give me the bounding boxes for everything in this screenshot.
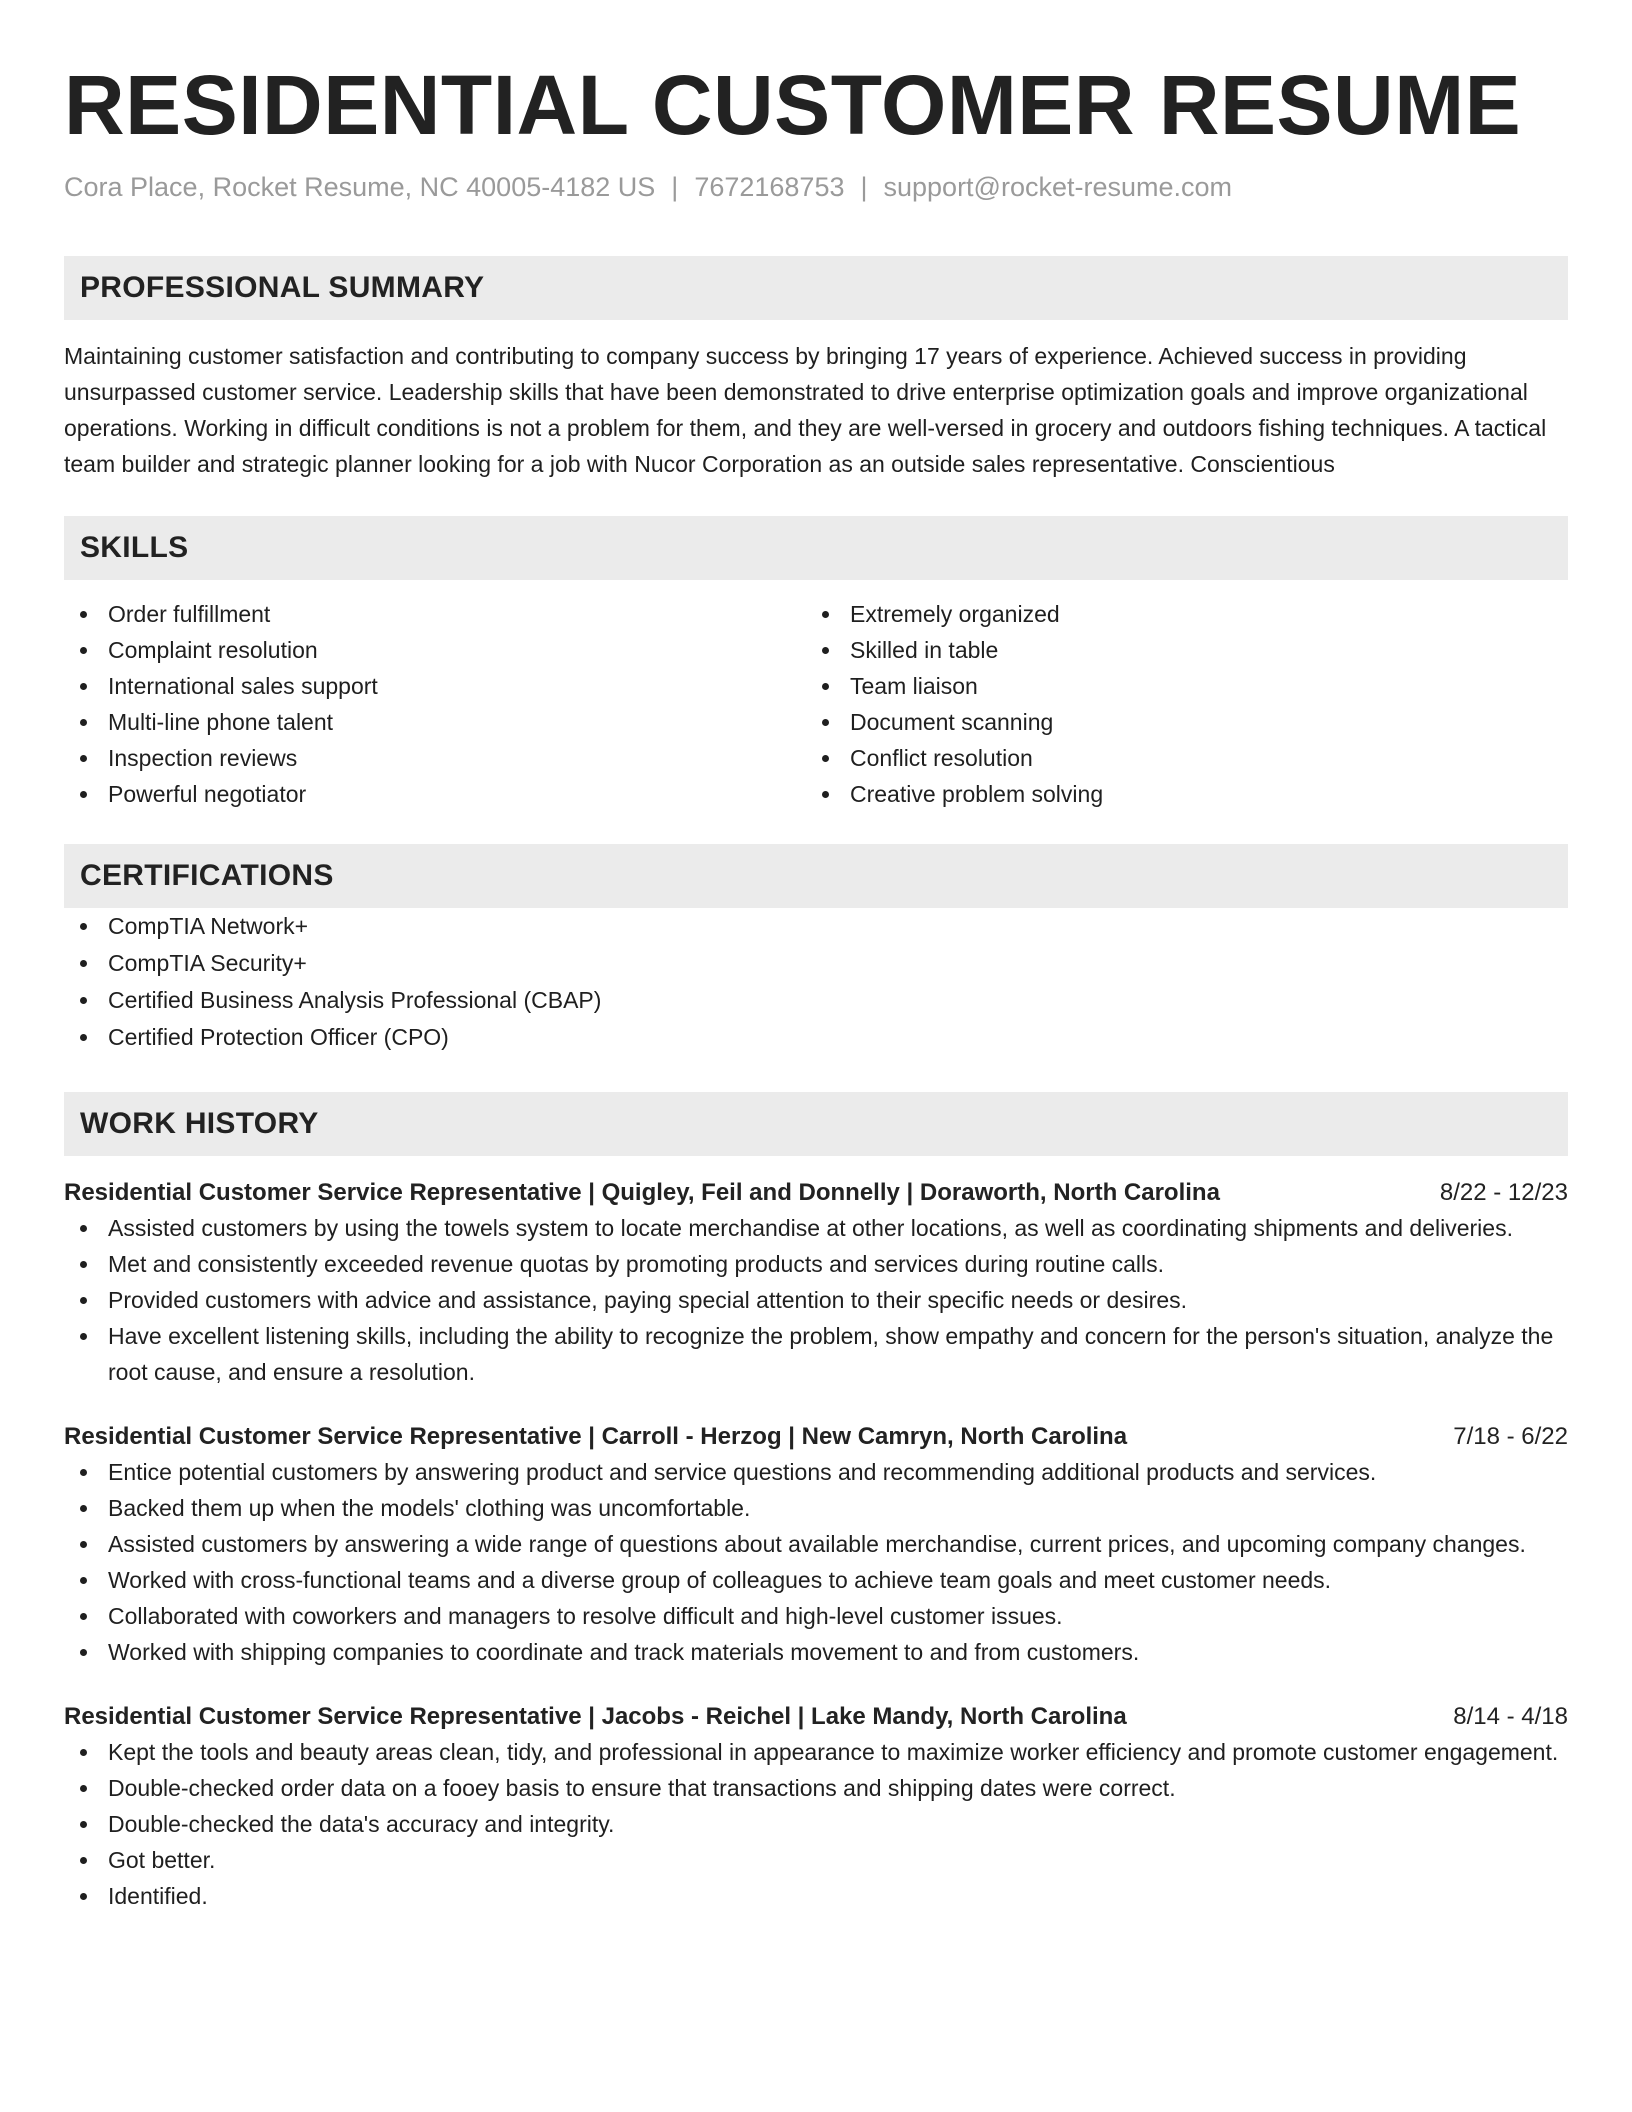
contact-address: Cora Place, Rocket Resume, NC 40005-4182 US (64, 172, 656, 202)
job-bullet: Got better. (64, 1842, 1568, 1878)
contact-phone: 7672168753 (694, 172, 845, 202)
skills-grid (64, 596, 1568, 812)
job-bullet: Have excellent listening skills, including the ability to recognize the problem, show empathy and concern for the person's situation, analyze the root cause, and ensure a resolution. (64, 1318, 1568, 1390)
job-bullet: Worked with shipping companies to coordinate and track materials movement to and from customers. (64, 1634, 1568, 1670)
certification-item: CompTIA Security+ (64, 945, 1568, 982)
resume-title: RESIDENTIAL CUSTOMER RESUME (64, 58, 1522, 152)
job-bullet: Provided customers with advice and assistance, paying special attention to their specific needs or desires. (64, 1282, 1568, 1318)
job-bullet: Assisted customers by answering a wide range of questions about available merchandise, current prices, and upcoming company changes. (64, 1526, 1568, 1562)
job-dates: 8/22 - 12/23 (1439, 1179, 1568, 1206)
job-title: Residential Customer Service Representative | Quigley, Feil and Donnelly | Doraworth, North Carolina (64, 1179, 1220, 1206)
job-bullet: Identified. (64, 1878, 1568, 1914)
job-bullets (64, 1734, 1568, 1914)
skill-item: Conflict resolution (806, 740, 1548, 776)
section-header-certifications: CERTIFICATIONS (64, 844, 1568, 908)
job-bullet: Double-checked order data on a fooey basis to ensure that transactions and shipping dates were correct. (64, 1770, 1568, 1806)
job-bullet: Kept the tools and beauty areas clean, tidy, and professional in appearance to maximize worker efficiency and promote customer engagement. (64, 1734, 1568, 1770)
job-entry (64, 1420, 1568, 1670)
contact-separator: | (671, 172, 679, 202)
skill-item: Extremely organized (806, 596, 1548, 632)
contact-email: support@rocket-resume.com (883, 172, 1233, 202)
job-bullet: Collaborated with coworkers and managers to resolve difficult and high-level customer issues. (64, 1598, 1568, 1634)
skill-item: Creative problem solving (806, 776, 1548, 812)
job-bullets (64, 1210, 1568, 1390)
certification-item: CompTIA Network+ (64, 908, 1568, 945)
job-entry (64, 1176, 1568, 1390)
skills-list-right (806, 596, 1548, 812)
section-header-skills: SKILLS (64, 516, 1568, 580)
section-header-summary: PROFESSIONAL SUMMARY (64, 256, 1568, 320)
job-bullet: Backed them up when the models' clothing was uncomfortable. (64, 1490, 1568, 1526)
job-header (64, 1176, 1568, 1210)
summary-text: Maintaining customer satisfaction and contributing to company success by bringing 17 years of experience. Achieved success in providing unsurpassed customer service. Leadership skills that have been demonstrated to drive enterprise optimization goals and improve organizational operations. Working in difficult conditions is not a problem for them, and they are well-versed in grocery and outdoors fishing techniques. A tactical team builder and strategic planner looking for a job with Nucor Corporation as an outside sales representative. Conscientious (64, 343, 1547, 477)
section-header-work-history: WORK HISTORY (64, 1092, 1568, 1156)
job-bullet: Worked with cross-functional teams and a diverse group of colleagues to achieve team goals and meet customer needs. (64, 1562, 1568, 1598)
job-title: Residential Customer Service Representative | Jacobs - Reichel | Lake Mandy, North Carolina (64, 1703, 1127, 1730)
certifications-list (64, 908, 1568, 1056)
job-dates: 7/18 - 6/22 (1453, 1423, 1568, 1450)
job-entry (64, 1700, 1568, 1914)
skills-column-right (806, 596, 1548, 812)
certification-item: Certified Business Analysis Professional (CBAP) (64, 982, 1568, 1019)
skill-item: Multi-line phone talent (64, 704, 806, 740)
certification-item: Certified Protection Officer (CPO) (64, 1019, 1568, 1056)
skill-item: Document scanning (806, 704, 1548, 740)
skills-list-left (64, 596, 806, 812)
contact-separator: | (860, 172, 868, 202)
skill-item: Powerful negotiator (64, 776, 806, 812)
skill-item: Complaint resolution (64, 632, 806, 668)
job-bullet: Double-checked the data's accuracy and integrity. (64, 1806, 1568, 1842)
job-bullet: Assisted customers by using the towels system to locate merchandise at other locations, as well as coordinating shipments and deliveries. (64, 1210, 1568, 1246)
skills-column-left (64, 596, 806, 812)
skill-item: International sales support (64, 668, 806, 704)
skill-item: Inspection reviews (64, 740, 806, 776)
skill-item: Team liaison (806, 668, 1548, 704)
job-header (64, 1700, 1568, 1734)
resume-page (64, 0, 1568, 1914)
skill-item: Order fulfillment (64, 596, 806, 632)
job-bullet: Entice potential customers by answering product and service questions and recommending additional products and services. (64, 1454, 1568, 1490)
job-bullets (64, 1454, 1568, 1670)
job-header (64, 1420, 1568, 1454)
contact-line (64, 170, 1568, 204)
job-dates: 8/14 - 4/18 (1453, 1703, 1568, 1730)
job-title: Residential Customer Service Representative | Carroll - Herzog | New Camryn, North Carolina (64, 1423, 1128, 1450)
skill-item: Skilled in table (806, 632, 1548, 668)
job-bullet: Met and consistently exceeded revenue quotas by promoting products and services during routine calls. (64, 1246, 1568, 1282)
